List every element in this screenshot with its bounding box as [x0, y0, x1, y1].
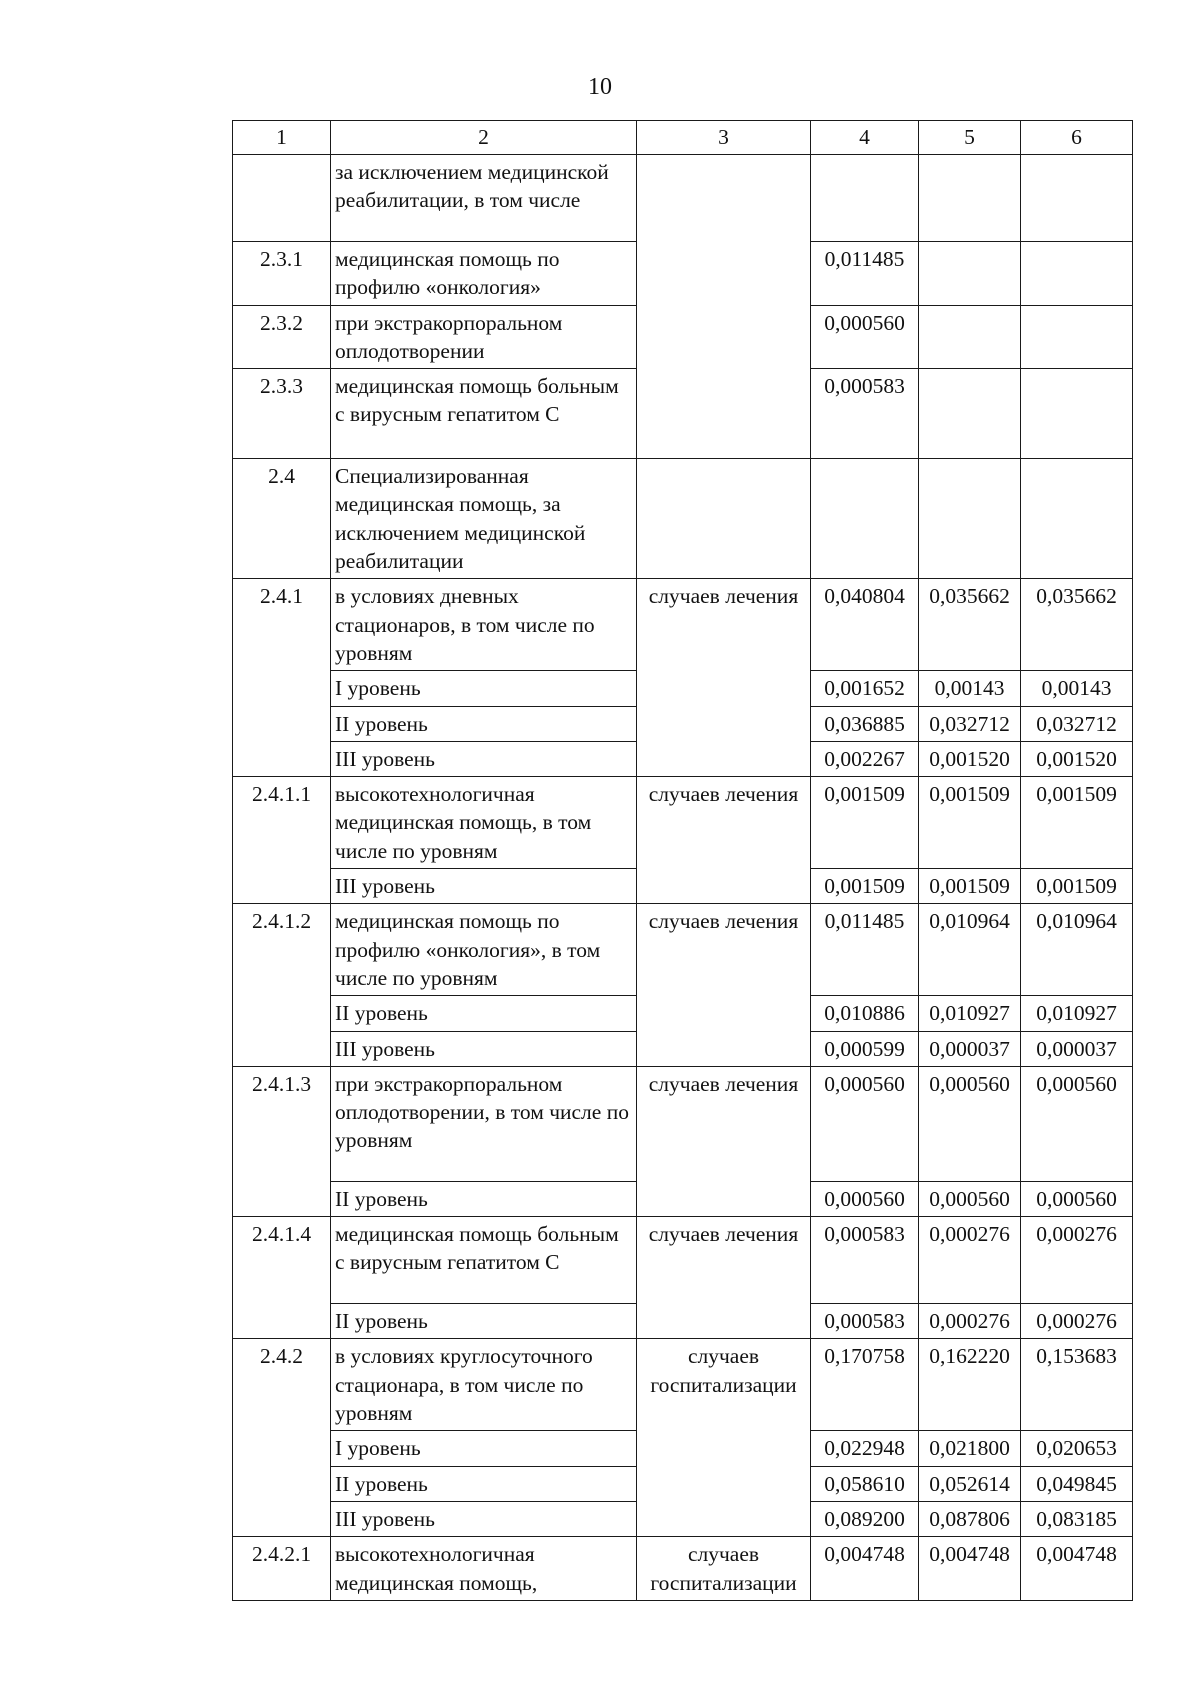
indicators-table: [232, 120, 1133, 1601]
row-description: II уровень: [331, 996, 637, 1031]
row-unit: [637, 459, 811, 579]
header-row: [233, 121, 1133, 155]
value-col-4: 0,004748: [811, 1537, 919, 1601]
value-col-5: 0,021800: [919, 1431, 1021, 1466]
row-description: медицинская помощь по профилю «онкология», в том числе по уровням: [331, 904, 637, 996]
header-col-1: 1: [233, 121, 331, 155]
value-col-4: 0,000599: [811, 1031, 919, 1066]
value-col-5: [919, 369, 1021, 459]
value-col-5: 0,087806: [919, 1501, 1021, 1536]
row-description: медицинская помощь больным с вирусным гепатитом С: [331, 1217, 637, 1304]
row-description: II уровень: [331, 1304, 637, 1339]
table-row: [233, 1339, 1133, 1431]
value-col-6: 0,00143: [1021, 671, 1133, 706]
value-col-6: 0,001520: [1021, 741, 1133, 776]
value-col-4: 0,011485: [811, 242, 919, 306]
value-col-5: 0,035662: [919, 579, 1021, 671]
header-col-5: 5: [919, 121, 1021, 155]
value-col-6: 0,049845: [1021, 1466, 1133, 1501]
header-col-6: 6: [1021, 121, 1133, 155]
value-col-6: 0,000560: [1021, 1066, 1133, 1181]
header-col-3: 3: [637, 121, 811, 155]
row-description: при экстракорпоральном оплодотворении: [331, 305, 637, 369]
row-description: Специализированная медицинская помощь, за исключением медицинской реабилитации: [331, 459, 637, 579]
value-col-6: 0,000276: [1021, 1217, 1133, 1304]
row-unit: случаев лечения: [637, 579, 811, 777]
table-row: [233, 1066, 1133, 1181]
value-col-4: 0,001509: [811, 869, 919, 904]
value-col-4: 0,036885: [811, 706, 919, 741]
value-col-4: 0,000560: [811, 305, 919, 369]
value-col-4: 0,010886: [811, 996, 919, 1031]
value-col-5: 0,010964: [919, 904, 1021, 996]
row-number: 2.4.1.4: [233, 1217, 331, 1339]
table-row: [233, 1217, 1133, 1304]
row-number: 2.3.3: [233, 369, 331, 459]
row-description: за исключением медицинской реабилитации, в том числе: [331, 155, 637, 242]
value-col-4: 0,170758: [811, 1339, 919, 1431]
value-col-4: 0,058610: [811, 1466, 919, 1501]
row-unit: случаев госпитализации: [637, 1537, 811, 1601]
table-row: [233, 579, 1133, 671]
row-unit: случаев лечения: [637, 1217, 811, 1339]
value-col-4: 0,000583: [811, 1217, 919, 1304]
value-col-5: 0,000560: [919, 1181, 1021, 1216]
header-col-2: 2: [331, 121, 637, 155]
row-number: 2.4.1: [233, 579, 331, 777]
value-col-6: 0,035662: [1021, 579, 1133, 671]
row-unit: случаев лечения: [637, 777, 811, 904]
row-description: медицинская помощь больным с вирусным гепатитом С: [331, 369, 637, 459]
row-number: 2.4: [233, 459, 331, 579]
value-col-4: 0,040804: [811, 579, 919, 671]
value-col-5: 0,001509: [919, 777, 1021, 869]
value-col-4: 0,011485: [811, 904, 919, 996]
row-number: 2.4.2.1: [233, 1537, 331, 1601]
value-col-6: [1021, 369, 1133, 459]
value-col-6: 0,000560: [1021, 1181, 1133, 1216]
row-description: медицинская помощь по профилю «онкология»: [331, 242, 637, 306]
value-col-6: 0,001509: [1021, 869, 1133, 904]
value-col-4: 0,001509: [811, 777, 919, 869]
table-row: [233, 459, 1133, 579]
row-unit: случаев лечения: [637, 904, 811, 1066]
value-col-4: 0,000583: [811, 369, 919, 459]
value-col-5: 0,001520: [919, 741, 1021, 776]
value-col-5: [919, 459, 1021, 579]
row-description: I уровень: [331, 1431, 637, 1466]
row-description: III уровень: [331, 869, 637, 904]
value-col-6: [1021, 155, 1133, 242]
value-col-4: 0,000560: [811, 1181, 919, 1216]
value-col-5: 0,010927: [919, 996, 1021, 1031]
row-description: II уровень: [331, 1466, 637, 1501]
table-row: [233, 777, 1133, 869]
row-number: 2.4.1.3: [233, 1066, 331, 1216]
row-number: 2.4.1.1: [233, 777, 331, 904]
row-description: I уровень: [331, 671, 637, 706]
value-col-4: 0,000560: [811, 1066, 919, 1181]
row-description: при экстракорпоральном оплодотворении, в том числе по уровням: [331, 1066, 637, 1181]
row-description: III уровень: [331, 1031, 637, 1066]
row-number: 2.3.2: [233, 305, 331, 369]
value-col-4: 0,001652: [811, 671, 919, 706]
table-row: [233, 155, 1133, 242]
value-col-5: 0,00143: [919, 671, 1021, 706]
row-description: III уровень: [331, 741, 637, 776]
value-col-6: 0,000276: [1021, 1304, 1133, 1339]
row-description: II уровень: [331, 1181, 637, 1216]
value-col-4: 0,000583: [811, 1304, 919, 1339]
value-col-6: 0,001509: [1021, 777, 1133, 869]
value-col-4: 0,089200: [811, 1501, 919, 1536]
value-col-5: [919, 242, 1021, 306]
row-number: 2.4.2: [233, 1339, 331, 1537]
value-col-5: [919, 155, 1021, 242]
table-row: [233, 904, 1133, 996]
row-unit: [637, 155, 811, 459]
value-col-6: 0,010964: [1021, 904, 1133, 996]
value-col-5: 0,000276: [919, 1304, 1021, 1339]
row-unit: случаев госпитализации: [637, 1339, 811, 1537]
value-col-6: 0,083185: [1021, 1501, 1133, 1536]
row-description: III уровень: [331, 1501, 637, 1536]
row-description: высокотехнологичная медицинская помощь, в том числе по уровням: [331, 777, 637, 869]
row-number: 2.3.1: [233, 242, 331, 306]
value-col-5: 0,052614: [919, 1466, 1021, 1501]
row-description: в условиях дневных стационаров, в том числе по уровням: [331, 579, 637, 671]
value-col-6: 0,032712: [1021, 706, 1133, 741]
value-col-5: 0,004748: [919, 1537, 1021, 1601]
value-col-5: 0,001509: [919, 869, 1021, 904]
value-col-4: [811, 155, 919, 242]
value-col-5: 0,032712: [919, 706, 1021, 741]
value-col-5: 0,000037: [919, 1031, 1021, 1066]
header-col-4: 4: [811, 121, 919, 155]
value-col-5: [919, 305, 1021, 369]
row-number: [233, 155, 331, 242]
value-col-6: 0,000037: [1021, 1031, 1133, 1066]
value-col-5: 0,000560: [919, 1066, 1021, 1181]
value-col-6: 0,004748: [1021, 1537, 1133, 1601]
row-description: высокотехнологичная медицинская помощь,: [331, 1537, 637, 1601]
value-col-4: 0,022948: [811, 1431, 919, 1466]
value-col-5: 0,162220: [919, 1339, 1021, 1431]
page-number: 10: [588, 74, 612, 100]
value-col-6: [1021, 459, 1133, 579]
value-col-6: 0,153683: [1021, 1339, 1133, 1431]
value-col-6: 0,010927: [1021, 996, 1133, 1031]
value-col-6: 0,020653: [1021, 1431, 1133, 1466]
row-description: II уровень: [331, 706, 637, 741]
row-number: 2.4.1.2: [233, 904, 331, 1066]
value-col-4: 0,002267: [811, 741, 919, 776]
table-row: [233, 1537, 1133, 1601]
value-col-4: [811, 459, 919, 579]
value-col-6: [1021, 305, 1133, 369]
row-unit: случаев лечения: [637, 1066, 811, 1216]
value-col-5: 0,000276: [919, 1217, 1021, 1304]
row-description: в условиях круглосуточного стационара, в том числе по уровням: [331, 1339, 637, 1431]
value-col-6: [1021, 242, 1133, 306]
